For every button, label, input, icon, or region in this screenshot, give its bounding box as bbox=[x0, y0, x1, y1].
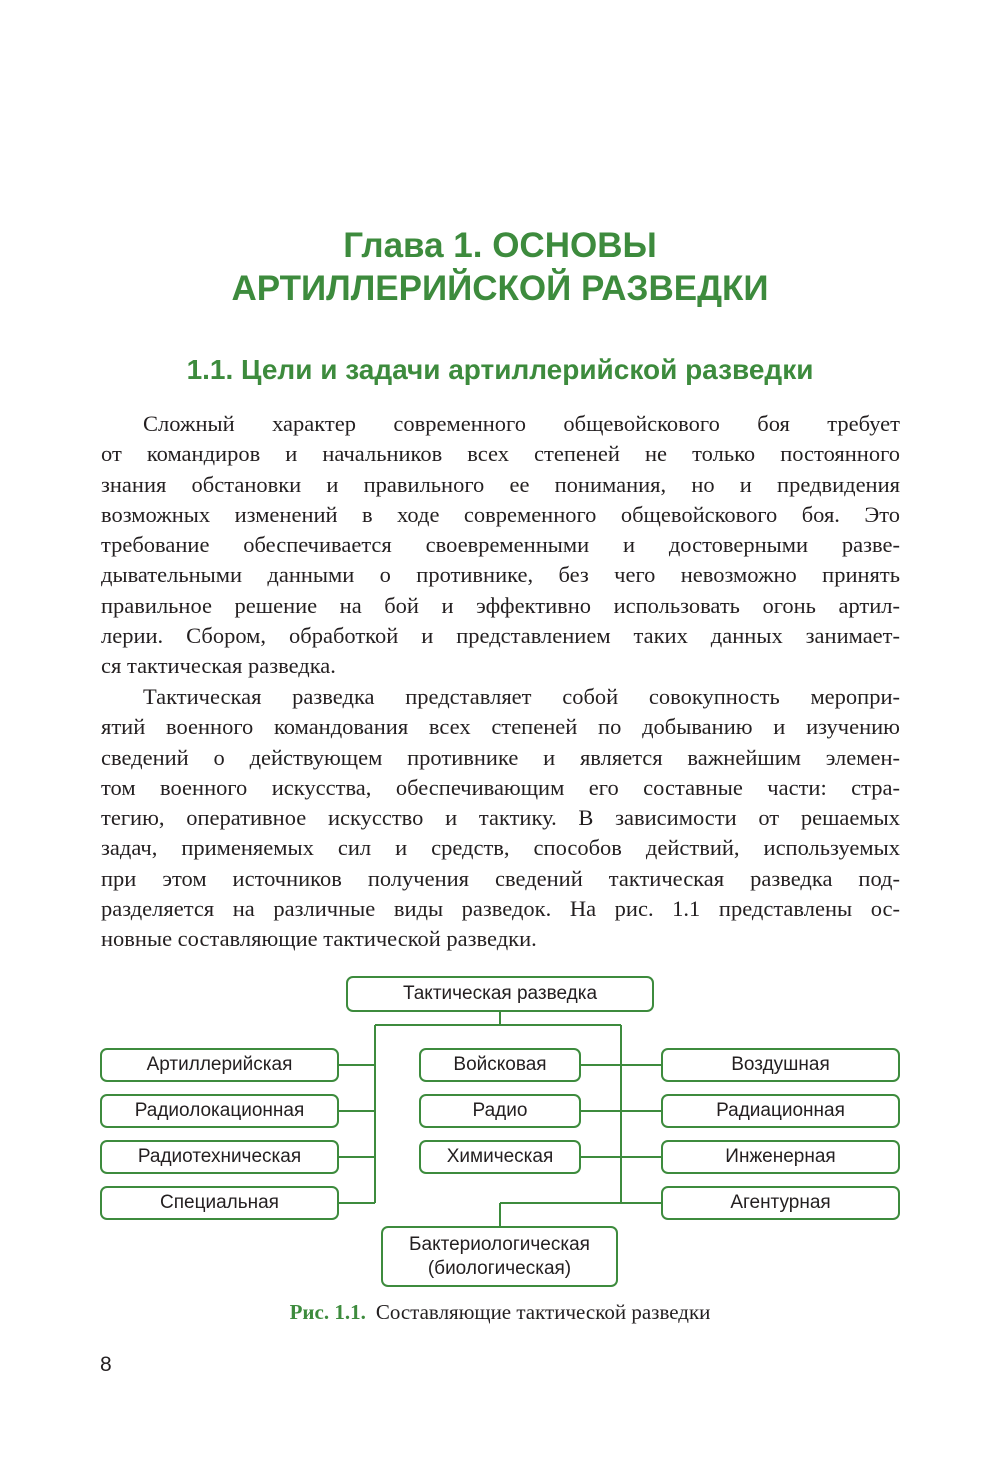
section-title: 1.1. Цели и задачи артиллерийской разведки bbox=[186, 354, 814, 385]
paragraph-line: возможных изменений в ходе современного общевойскового боя. Это bbox=[101, 501, 900, 527]
node-special: Специальная bbox=[100, 1186, 339, 1220]
paragraph-line: требование обеспечивается своевременными и достоверными разве- bbox=[101, 532, 900, 558]
paragraph-line: Сложный характер современного общевойскового боя требует bbox=[143, 411, 900, 436]
chapter-title-line-2: АРТИЛЛЕРИЙСКОЙ РАЗВЕДКИ bbox=[231, 269, 769, 308]
node-artillery: Артиллерийская bbox=[100, 1048, 339, 1082]
page-number: 8 bbox=[100, 1353, 112, 1376]
paragraph-line: разделяется на различные виды разведок. На рис. 1.1 представлены ос- bbox=[101, 896, 900, 922]
figure-caption-text: Составляющие тактической разведки bbox=[375, 1300, 711, 1324]
paragraph-line: правильное решение на бой и эффективно использовать огонь артил- bbox=[101, 592, 900, 618]
node-air: Воздушная bbox=[661, 1048, 900, 1082]
paragraph-line: задач, применяемых сил и средств, способов действий, используемых bbox=[101, 835, 900, 861]
paragraph-line: том военного искусства, обеспечивающим его составные части: стра- bbox=[101, 774, 900, 800]
chapter-title bbox=[100, 224, 900, 310]
node-radiolocation: Радиолокационная bbox=[100, 1094, 339, 1128]
figure-label: Рис. 1.1. bbox=[289, 1300, 366, 1324]
node-bacteriological-line-2: (биологическая) bbox=[427, 1257, 572, 1279]
paragraph-line: ся тактическая разведка. bbox=[101, 653, 336, 679]
paragraph-line: новные составляющие тактической разведки. bbox=[101, 926, 537, 952]
node-agent: Агентурная bbox=[661, 1186, 900, 1220]
paragraph-line: Тактическая разведка представляет собой совокупность меропри- bbox=[143, 684, 900, 709]
paragraph-1 bbox=[101, 409, 900, 682]
node-bacteriological-line-1: Бактериологическая bbox=[409, 1233, 590, 1255]
paragraph-line: дывательными данными о противнике, без чего невозможно принять bbox=[101, 562, 900, 588]
node-bacteriological bbox=[381, 1226, 618, 1287]
node-engineering: Инженерная bbox=[661, 1140, 900, 1174]
paragraph-line: знания обстановки и правильного ее понимания, но и предвидения bbox=[101, 471, 900, 497]
node-chemical: Химическая bbox=[419, 1140, 581, 1174]
node-military: Войсковая bbox=[419, 1048, 581, 1082]
paragraph-line: сведений о действующем противнике и является важнейшим элемен- bbox=[101, 744, 900, 770]
chapter-title-line-1: Глава 1. ОСНОВЫ bbox=[343, 226, 657, 265]
figure-caption bbox=[100, 1300, 900, 1325]
paragraph-line: ятий военного командования всех степеней по добыванию и изучению bbox=[101, 714, 900, 740]
node-radiotechnical: Радиотехническая bbox=[100, 1140, 339, 1174]
node-tactical-recon: Тактическая разведка bbox=[346, 976, 654, 1012]
paragraph-line: лерии. Сбором, обработкой и представлением таких данных занимает- bbox=[101, 623, 900, 649]
paragraph-line: от командиров и начальников всех степеней не только постоянного bbox=[101, 441, 900, 467]
paragraph-line: при этом источников получения сведений тактическая разведка под- bbox=[101, 865, 900, 891]
paragraph-line: тегию, оперативное искусство и тактику. В зависимости от решаемых bbox=[101, 805, 900, 831]
node-radio: Радио bbox=[419, 1094, 581, 1128]
node-radiation: Радиационная bbox=[661, 1094, 900, 1128]
paragraph-2 bbox=[101, 682, 900, 955]
